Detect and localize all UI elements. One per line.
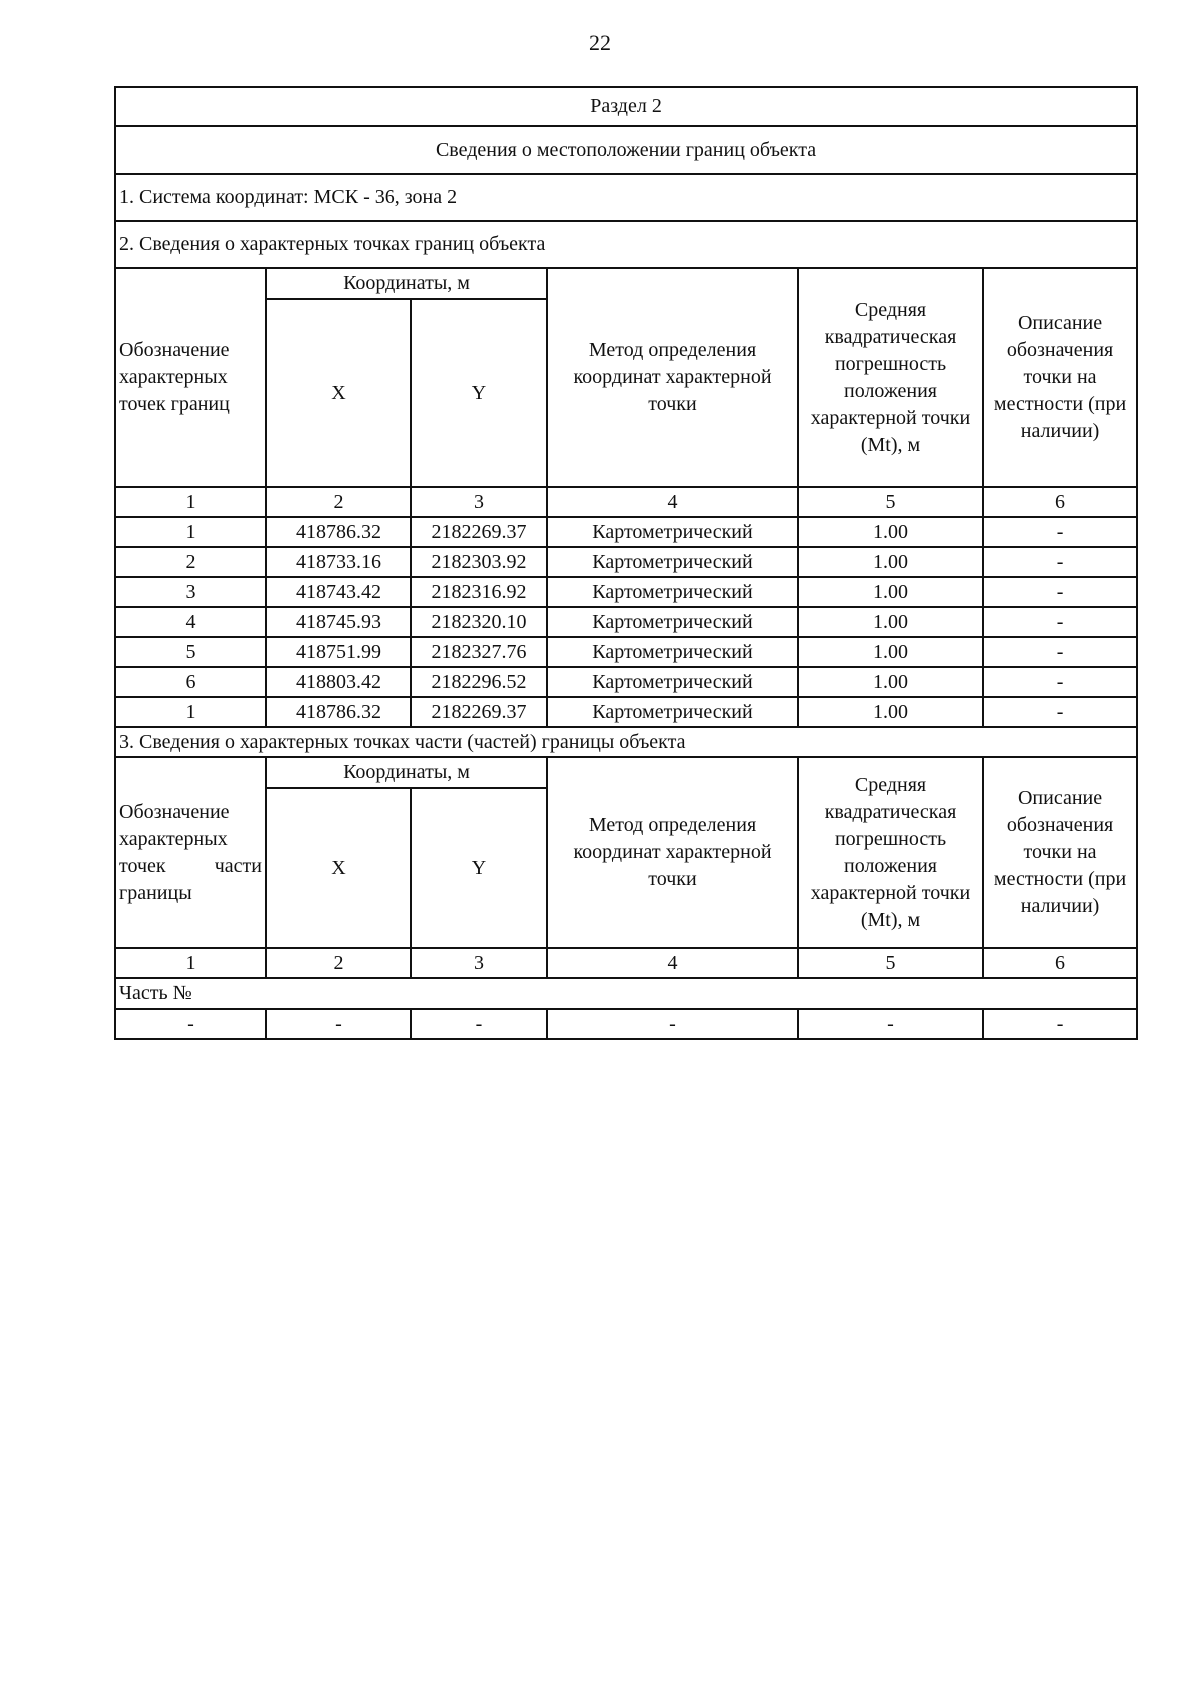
mt-cell: 1.00	[798, 547, 983, 577]
x-cell: -	[266, 1009, 411, 1039]
y-cell: 2182320.10	[411, 607, 547, 637]
method-cell: Картометрический	[547, 697, 798, 727]
x-cell: 418743.42	[266, 577, 411, 607]
point-cell: 1	[115, 517, 266, 547]
table-row	[115, 697, 1137, 727]
y-cell: 2182296.52	[411, 667, 547, 697]
column-number-row	[115, 948, 1137, 978]
section-subtitle: Сведения о местоположении границ объекта	[115, 126, 1137, 174]
header-accuracy: Средняя квадратическая погрешность положения характерной точки (Mt), м	[798, 268, 983, 487]
column-number-row	[115, 487, 1137, 517]
method-cell: Картометрический	[547, 577, 798, 607]
point-cell: 4	[115, 607, 266, 637]
mt-cell: 1.00	[798, 697, 983, 727]
y-cell: 2182327.76	[411, 637, 547, 667]
column-number: 4	[547, 948, 798, 978]
table-row	[115, 517, 1137, 547]
point-cell: 6	[115, 667, 266, 697]
header-part-designation	[115, 757, 266, 948]
x-cell: 418733.16	[266, 547, 411, 577]
description-cell: -	[983, 607, 1137, 637]
description-cell: -	[983, 667, 1137, 697]
point-cell: 3	[115, 577, 266, 607]
description-cell: -	[983, 637, 1137, 667]
description-cell: -	[983, 697, 1137, 727]
method-cell: -	[547, 1009, 798, 1039]
point-cell: 2	[115, 547, 266, 577]
y-cell: 2182316.92	[411, 577, 547, 607]
table-row	[115, 1009, 1137, 1039]
description-cell: -	[983, 577, 1137, 607]
mt-cell: -	[798, 1009, 983, 1039]
header-description: Описание обозначения точки на местности (при наличии)	[983, 757, 1137, 948]
mt-cell: 1.00	[798, 517, 983, 547]
part-designation-line: характерных	[119, 827, 228, 850]
header-y: Y	[411, 299, 547, 487]
part-designation-line: точек части	[119, 854, 262, 877]
x-cell: 418745.93	[266, 607, 411, 637]
column-number: 5	[798, 487, 983, 517]
header-method: Метод определения координат характерной точки	[547, 757, 798, 948]
header-method: Метод определения координат характерной точки	[547, 268, 798, 487]
y-cell: 2182269.37	[411, 517, 547, 547]
mt-cell: 1.00	[798, 667, 983, 697]
x-cell: 418786.32	[266, 517, 411, 547]
header-x: X	[266, 299, 411, 487]
x-cell: 418803.42	[266, 667, 411, 697]
section-title: Раздел 2	[115, 87, 1137, 126]
mt-cell: 1.00	[798, 637, 983, 667]
method-cell: Картометрический	[547, 637, 798, 667]
column-number: 3	[411, 487, 547, 517]
table-row	[115, 577, 1137, 607]
y-cell: 2182303.92	[411, 547, 547, 577]
x-cell: 418786.32	[266, 697, 411, 727]
method-cell: Картометрический	[547, 547, 798, 577]
point-cell: 5	[115, 637, 266, 667]
mt-cell: 1.00	[798, 577, 983, 607]
boundary-points-title: 2. Сведения о характерных точках границ объекта	[115, 221, 1137, 268]
column-number: 2	[266, 948, 411, 978]
column-number: 1	[115, 487, 266, 517]
header-accuracy: Средняя квадратическая погрешность положения характерной точки (Mt), м	[798, 757, 983, 948]
part-points-title: 3. Сведения о характерных точках части (частей) границы объекта	[115, 727, 1137, 757]
column-number: 4	[547, 487, 798, 517]
column-number: 6	[983, 487, 1137, 517]
header-designation: Обозначение характерных точек границ	[115, 268, 266, 487]
coordinate-system: 1. Система координат: МСК - 36, зона 2	[115, 174, 1137, 221]
y-cell: 2182269.37	[411, 697, 547, 727]
table-row	[115, 667, 1137, 697]
column-number: 1	[115, 948, 266, 978]
x-cell: 418751.99	[266, 637, 411, 667]
description-cell: -	[983, 1009, 1137, 1039]
column-number: 3	[411, 948, 547, 978]
header-y: Y	[411, 788, 547, 948]
page-number: 22	[589, 30, 611, 55]
method-cell: Картометрический	[547, 517, 798, 547]
table-row	[115, 607, 1137, 637]
header-coordinates: Координаты, м	[266, 757, 547, 788]
point-cell: 1	[115, 697, 266, 727]
table-row	[115, 547, 1137, 577]
part-designation-line: Обозначение	[119, 800, 230, 823]
table-row	[115, 637, 1137, 667]
part-label: Часть №	[115, 978, 1137, 1009]
mt-cell: 1.00	[798, 607, 983, 637]
description-cell: -	[983, 517, 1137, 547]
method-cell: Картометрический	[547, 607, 798, 637]
y-cell: -	[411, 1009, 547, 1039]
point-cell: -	[115, 1009, 266, 1039]
header-description: Описание обозначения точки на местности (при наличии)	[983, 268, 1137, 487]
description-cell: -	[983, 547, 1137, 577]
part-designation-line: границы	[119, 881, 192, 904]
header-x: X	[266, 788, 411, 948]
method-cell: Картометрический	[547, 667, 798, 697]
boundary-table	[114, 86, 1138, 1040]
column-number: 2	[266, 487, 411, 517]
column-number: 6	[983, 948, 1137, 978]
column-number: 5	[798, 948, 983, 978]
header-coordinates: Координаты, м	[266, 268, 547, 299]
